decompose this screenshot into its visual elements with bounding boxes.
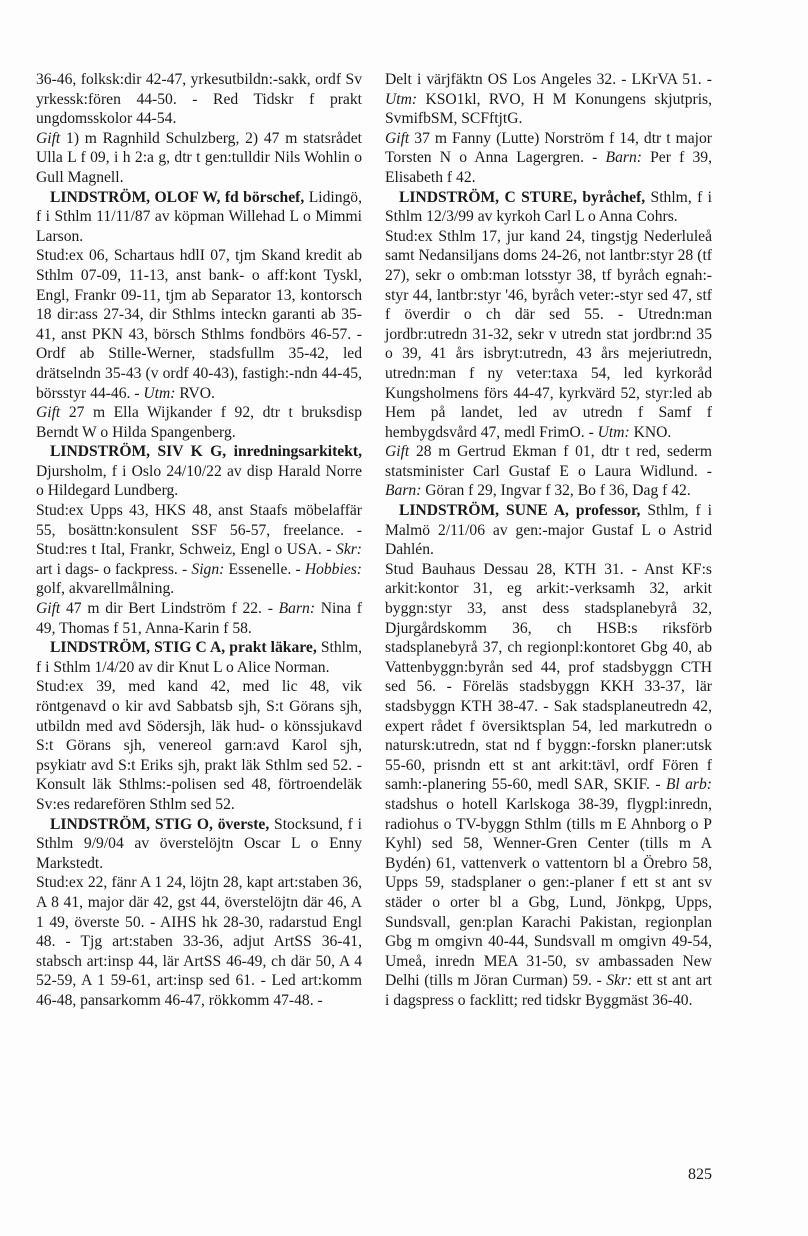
- entry-text: Stud:ex 39, med kand 42, med lic 48, vik röntgenavd o kir avd Sabbatsb sjh, S:t Görans sjh, utbildn med avd Södersjh, läk hud- o könssjukavd S:t Görans sjh, venereol garn:avd Karol sjh, psykiatr avd S:t Eriks sjh, prakt läk Sthlm sed 52. - Konsult läk Sthlms:-polisen sed 48, förtroendeläk Sv:es redarefören Sthlm sed 52.: [36, 678, 362, 813]
- entry-text: Stud Bauhaus Dessau 28, KTH 31. - Anst KF:s arkit:kontor 31, eg arkit:-verksamh 32, arkit byggn:styr 33, anst dess stadsplanebyrå 32, Djurgårdskomm 36, ch HSB:s riksförb stadsplanebyrå 37, ch regionpl:kontoret Gbg 40, ab Vattenbyggn:byrån sed 44, prof stadsbyggn CTH sed 56. - Föreläs stadsbyggn KKH 33-37, lär stadsbyggn KTH 38-47. - Sak stadsplaneutredn 42, expert rådet f översiktsplan 54, led markutredn o natursk:utredn, stat nd f byggn:-forskn planer:utsk 55-60, prisndn ett st ant arkit:tävl, ordf Fören f samh:-planering 55-60, medl SAR, SKIF. -: [385, 560, 712, 794]
- gift-text: 1) m Ragnhild Schulzberg, 2) 47 m statsrådet Ulla L f 09, i h 2:a g, dtr t gen:tulldir Nils Wohlin o Gull Magnell.: [36, 129, 362, 186]
- bl-arb-text: stadshus o hotell Karlskoga 38-39, flygpl:inredn, radiohus o TV-byggn Sthlm (tills m E Ahnborg o P Kyhl) sed 58, Wenner-Gren Center (tills m A Bydén) 61, vattenverk o vattentorn bl a Örebro 58, Upps 59, stadsplaner o gen:-planer f ett st ant sv städer o orter bl a Gbg, Lund, Jönkpg, Upps, Sundsvall, gen:plan Karachi Pakistan, regionplan Gbg m omgivn 40-44, Sundsvall m omgivn 49-54, Umeå, inredn MEA 31-50, sv ambassaden New Delhi (tills m Jöran Curman) 59. -: [385, 795, 712, 990]
- hobbies-text: golf, akvarellmålning.: [36, 580, 175, 598]
- gift-text: 37 m Fanny (Lutte) Norström f 14, dtr t major Torsten N o Anna Lagergren. -: [385, 129, 712, 167]
- entry-body: [36, 873, 362, 1010]
- entry-name: LINDSTRÖM, SIV K G, inredningsarkitekt,: [50, 443, 362, 461]
- entry-name: LINDSTRÖM, STIG O, överste,: [50, 815, 270, 833]
- utm-label: Utm:: [597, 423, 630, 441]
- entry-intro: Sthlm, f i Malmö 2/11/06 av gen:-major Gustaf L o Astrid Dahlén.: [385, 502, 712, 559]
- utm-text: KSO1kl, RVO, H M Konungens skjutpris, SvmifbSM, SCFftjtG.: [385, 90, 712, 128]
- barn-text: Per f 39, Elisabeth f 42.: [385, 149, 712, 186]
- gift-label: Gift: [36, 404, 61, 422]
- bl-arb-label: Bl arb:: [665, 776, 712, 794]
- continued-entry: [36, 70, 362, 188]
- entry-name: LINDSTRÖM, SUNE A, professor,: [399, 502, 641, 520]
- sign-label: Sign:: [191, 560, 225, 578]
- utm-label: Utm:: [143, 384, 176, 402]
- page-number: 825: [688, 1166, 712, 1183]
- entry-name: LINDSTRÖM, OLOF W, fd börschef,: [50, 188, 305, 206]
- entry-sune-lindstrom: [385, 501, 712, 560]
- entry-intro: Djursholm, f i Oslo 24/10/22 av disp Harald Norre o Hildegard Lundberg.: [36, 462, 362, 500]
- gift-label: Gift: [385, 129, 410, 147]
- gift-text: 27 m Ella Wijkander f 92, dtr t bruksdisp Berndt W o Hilda Spangenberg.: [36, 404, 362, 441]
- utm-label: Utm:: [385, 90, 418, 108]
- entry-intro: Stocksund, f i Sthlm 9/9/04 av överstelöjtn Oscar L o Enny Markstedt.: [36, 815, 362, 872]
- entry-intro: Sthlm, f i Sthlm 1/4/20 av dir Knut L o Alice Norman.: [36, 639, 362, 676]
- entry-stig-c-lindstrom: [36, 638, 362, 677]
- entry-body: [385, 560, 712, 1011]
- entry-body: [385, 227, 712, 501]
- hobbies-label: Hobbies:: [304, 560, 362, 578]
- entry-name: LINDSTRÖM, C STURE, byråchef,: [399, 188, 646, 206]
- entry-text: Stud:ex Upps 43, HKS 48, anst Staafs möbelaffär 55, bosättn:konsulent SSF 56-57, freelance. - Stud:res t Ital, Frankr, Schweiz, Engl o USA. -: [36, 502, 362, 559]
- entry-name: LINDSTRÖM, STIG C A, prakt läkare,: [50, 639, 317, 657]
- gift-label: Gift: [385, 443, 410, 461]
- barn-label: Barn:: [605, 149, 642, 167]
- entry-text: Stud:ex Sthlm 17, jur kand 24, tingstjg Nederluleå samt Nedansiljans doms 24-26, not lantbr:styr 28 (tf 27), sekr o omb:man lotsstyr 38, tf byråch egnah:-styr 44, lantbr:styr '46, byråch veter:-styr sed 47, stf f överdir o ch där sed 55. - Utredn:man jordbr:utredn 31-32, sekr v utredn stat jordbr:nd 35 o 39, 41 års isbryt:utredn, 43 års mejeriutredn, utredn:man f ny veter:taxa 54, led kyrkoråd Kungsholmens förs 44-47, kyrkvärd 52, styr:led ab Hem på landet, led av utredn f Samf f hembygdsvård 47, medl FrimO. -: [385, 227, 712, 441]
- barn-text: Nina f 49, Thomas f 51, Anna-Karin f 58.: [36, 600, 362, 637]
- gift-text: 28 m Gertrud Ekman f 01, dtr t red, sederm statsminister Carl Gustaf E o Laura Widlund. -: [385, 443, 712, 480]
- entry-text: Stud:ex 22, fänr A 1 24, löjtn 28, kapt art:staben 36, A 8 41, major där 42, gst 44, överstelöjtn där 46, A 1 49, överste 50. - AIHS hk 28-30, radarstud Engl 48. - Tjg art:staben 33-36, adjut ArtSS 36-41, stabsch art:insp 44, lär ArtSS 46-49, ch där 50, A 4 52-59, A 1 59-61, art:insp sed 61. - Led art:komm 46-48, pansarkomm 46-47, rökkomm 47-48. -: [36, 874, 362, 1009]
- gift-label: Gift: [36, 129, 61, 147]
- continued-entry: [385, 70, 712, 188]
- entry-text: 36-46, folksk:dir 42-47, yrkesutbildn:-sakk, ordf Sv yrkessk:fören 44-50. - Red Tidskr f prakt ungdomsskolor 44-54.: [36, 71, 362, 128]
- skr-text: art i dags- o fackpress. -: [36, 560, 192, 578]
- entry-intro: Lidingö, f i Sthlm 11/11/87 av köpman Willehad L o Mimmi Larson.: [36, 188, 362, 245]
- right-column: [385, 70, 712, 1011]
- left-column: [36, 70, 362, 1011]
- sign-text: Essenelle. -: [224, 560, 305, 578]
- entry-siv-lindstrom: [36, 442, 362, 501]
- entry-intro: Sthlm, f i Sthlm 12/3/99 av kyrkoh Carl L o Anna Cohrs.: [385, 188, 712, 226]
- barn-label: Barn:: [385, 482, 422, 500]
- entry-text: Stud:ex 06, Schartaus hdlI 07, tjm Skand kredit ab Sthlm 07-09, 11-13, anst bank- o aff:kont Tyskl, Engl, Frankr 09-11, tjm ab Separator 13, kontorsch 18 dir:ass 27-34, dir Sthlms inteckn garanti ab 35-41, anst PKN 43, börsch Sthlms fondbörs 46-57. - Ordf ab Stille-Werner, stadsfullm 35-42, led drätselndn 35-43 (v ordf 40-43), fastigh:-ndn 44-45, börsstyr 44-46. -: [36, 247, 362, 402]
- entry-sture-lindstrom: [385, 188, 712, 227]
- entry-olof-lindstrom: [36, 188, 362, 247]
- gift-label: Gift: [36, 600, 61, 618]
- skr-label: Skr:: [336, 541, 362, 559]
- entry-body: [36, 246, 362, 442]
- skr-text: ett st ant art i dagspress o facklitt; red tidskr Byggmäst 36-40.: [385, 972, 712, 1009]
- entry-body: [36, 501, 362, 638]
- barn-label: Barn:: [278, 600, 316, 618]
- skr-label: Skr:: [606, 972, 633, 990]
- entry-body: [36, 677, 362, 814]
- utm-text: KNO.: [629, 423, 672, 441]
- gift-text: 47 m dir Bert Lindström f 22. -: [60, 600, 279, 618]
- entry-stig-o-lindstrom: [36, 815, 362, 874]
- utm-text: RVO.: [175, 384, 215, 402]
- barn-text: Göran f 29, Ingvar f 32, Bo f 36, Dag f 42.: [421, 482, 691, 500]
- entry-text: Delt i värjfäktn OS Los Angeles 32. - LKrVA 51. -: [385, 71, 712, 88]
